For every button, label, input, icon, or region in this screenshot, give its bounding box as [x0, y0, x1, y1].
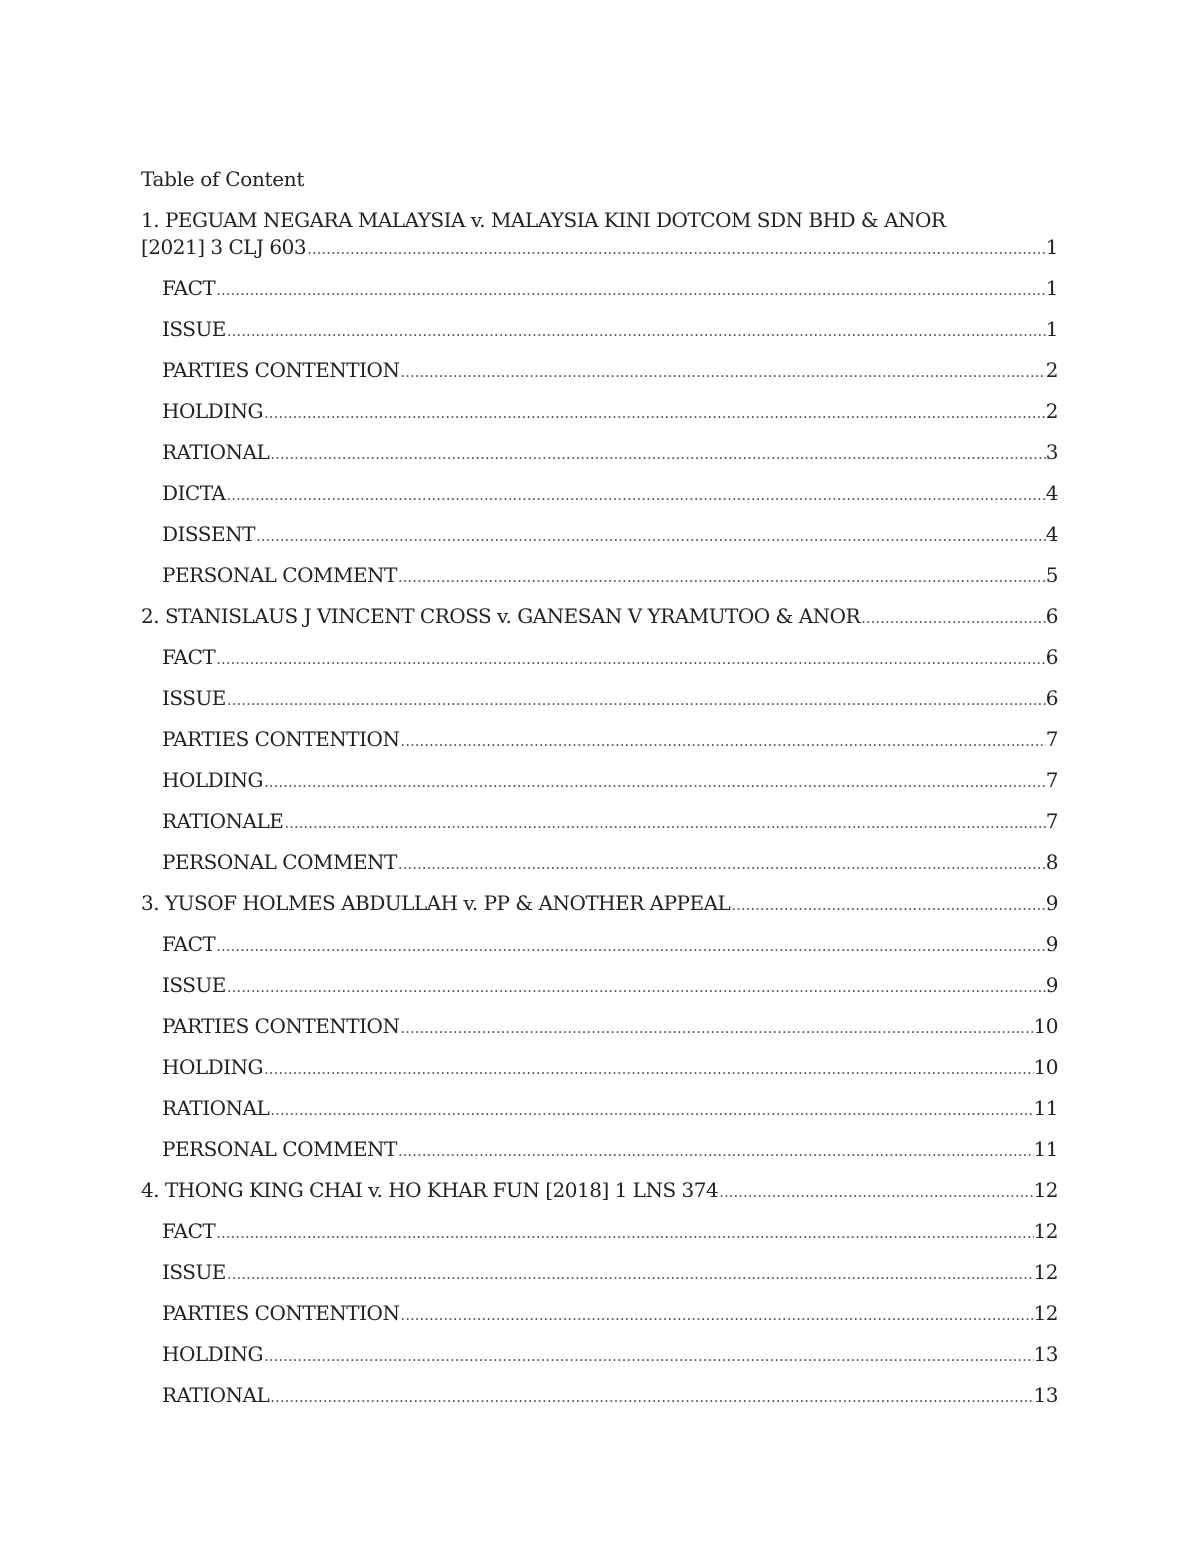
toc-entry-page-number: 2: [1045, 358, 1058, 382]
toc-entry-page-number: 10: [1033, 1055, 1058, 1079]
dot-leader: [225, 482, 1045, 509]
dot-leader: [263, 1343, 1034, 1370]
toc-entry-line: [162, 849, 1058, 876]
toc-entry-line: [162, 1300, 1058, 1327]
toc-entry-case[interactable]: [141, 603, 1058, 630]
toc-entry-line: [162, 398, 1058, 425]
toc-entry-label: FACT: [162, 932, 216, 956]
toc-entry-section[interactable]: [141, 1259, 1058, 1286]
toc-entry-label: ISSUE: [162, 317, 226, 341]
toc-entry-section[interactable]: [141, 1054, 1058, 1081]
dot-leader: [263, 769, 1046, 796]
toc-entry-line: [162, 275, 1058, 302]
dot-leader: [269, 1384, 1033, 1411]
toc-entry-page-number: 5: [1045, 563, 1058, 587]
toc-entry-section[interactable]: [141, 357, 1058, 384]
toc-entry-section[interactable]: [141, 1300, 1058, 1327]
toc-entry-line: [141, 1177, 1058, 1204]
toc-entry-heading: 1. PEGUAM NEGARA MALAYSIA v. MALAYSIA KINI DOTCOM SDN BHD & ANOR: [141, 208, 946, 232]
toc-entry-page-number: 1: [1045, 317, 1058, 341]
toc-list: [141, 207, 1058, 1409]
toc-entry-page-number: 7: [1045, 727, 1058, 751]
dot-leader: [226, 687, 1046, 714]
toc-entry-label: HOLDING: [162, 399, 264, 423]
dot-leader: [215, 933, 1046, 960]
toc-entry-label: PARTIES CONTENTION: [162, 1014, 400, 1038]
toc-title: Table of Content: [141, 167, 305, 191]
toc-entry-line: [162, 1013, 1058, 1040]
dot-leader: [397, 564, 1046, 591]
toc-entry-page-number: 9: [1045, 891, 1058, 915]
toc-entry-page-number: 11: [1033, 1096, 1058, 1120]
dot-leader: [397, 851, 1046, 878]
dot-leader: [226, 974, 1046, 1001]
toc-entry-page-number: 12: [1033, 1178, 1058, 1202]
toc-entry-label: PERSONAL COMMENT: [162, 1137, 397, 1161]
toc-entry-label: FACT: [162, 645, 216, 669]
toc-entry-page-number: 1: [1045, 276, 1058, 300]
toc-entry-label: PERSONAL COMMENT: [162, 563, 397, 587]
toc-entry-label: HOLDING: [162, 1342, 264, 1366]
toc-entry-label: ISSUE: [162, 1260, 226, 1284]
dot-leader: [255, 523, 1046, 550]
toc-entry-line: [162, 439, 1058, 466]
toc-entry-page-number: 4: [1045, 522, 1058, 546]
toc-entry-page-number: 12: [1033, 1301, 1058, 1325]
toc-entry-line: [162, 726, 1058, 753]
toc-entry-page-number: 13: [1033, 1342, 1058, 1366]
toc-entry-line: [141, 234, 1058, 261]
toc-entry-label: ISSUE: [162, 686, 226, 710]
toc-entry-page-number: 12: [1033, 1219, 1058, 1243]
toc-entry-section[interactable]: [141, 480, 1058, 507]
toc-entry-page-number: 3: [1045, 440, 1058, 464]
toc-entry-case[interactable]: [141, 890, 1058, 917]
toc-entry-label: PARTIES CONTENTION: [162, 727, 400, 751]
dot-leader: [226, 1261, 1034, 1288]
toc-entry-section[interactable]: [141, 521, 1058, 548]
toc-entry-label: FACT: [162, 1219, 216, 1243]
toc-entry-label: HOLDING: [162, 768, 264, 792]
toc-entry-page-number: 2: [1045, 399, 1058, 423]
dot-leader: [215, 1220, 1033, 1247]
toc-entry-label: 4. THONG KING CHAI v. HO KHAR FUN [2018] 1 LNS 374: [141, 1178, 719, 1202]
toc-entry-section[interactable]: [141, 767, 1058, 794]
toc-entry-line: [162, 644, 1058, 671]
toc-entry-page-number: 6: [1045, 686, 1058, 710]
toc-entry-line: [162, 1136, 1058, 1163]
toc-entry-label: RATIONAL: [162, 1383, 270, 1407]
dot-leader: [215, 277, 1046, 304]
toc-entry-section[interactable]: [141, 316, 1058, 343]
toc-entry-page-number: 7: [1045, 809, 1058, 833]
toc-entry-line: [162, 357, 1058, 384]
toc-entry-line: [162, 316, 1058, 343]
toc-entry-line: [162, 931, 1058, 958]
toc-entry-section[interactable]: [141, 1218, 1058, 1245]
dot-leader: [263, 1056, 1034, 1083]
toc-entry-label: ISSUE: [162, 973, 226, 997]
toc-entry-section[interactable]: [141, 1013, 1058, 1040]
toc-entry-label: FACT: [162, 276, 216, 300]
toc-entry-section[interactable]: [141, 1136, 1058, 1163]
toc-entry-section[interactable]: [141, 275, 1058, 302]
toc-entry-label: [2021] 3 CLJ 603: [141, 235, 307, 259]
toc-entry-section[interactable]: [141, 398, 1058, 425]
toc-entry-label: HOLDING: [162, 1055, 264, 1079]
toc-entry-page-number: 9: [1045, 973, 1058, 997]
dot-leader: [269, 1097, 1033, 1124]
dot-leader: [399, 1302, 1033, 1329]
dot-leader: [718, 1179, 1033, 1206]
toc-entry-line: [162, 972, 1058, 999]
toc-entry-line: [141, 603, 1058, 630]
toc-entry-section[interactable]: [141, 644, 1058, 671]
toc-entry-line: [162, 1382, 1058, 1409]
toc-entry-line: [162, 1095, 1058, 1122]
toc-entry-label: PERSONAL COMMENT: [162, 850, 397, 874]
document-page: [141, 166, 1058, 1423]
toc-entry-label: PARTIES CONTENTION: [162, 1301, 400, 1325]
toc-entry-page-number: 6: [1045, 604, 1058, 628]
toc-entry-label: DICTA: [162, 481, 226, 505]
toc-entry-line: [141, 890, 1058, 917]
toc-entry-section[interactable]: [141, 808, 1058, 835]
toc-entry-page-number: 10: [1033, 1014, 1058, 1038]
dot-leader: [730, 892, 1045, 919]
toc-entry-page-number: 12: [1033, 1260, 1058, 1284]
toc-entry-section[interactable]: [141, 685, 1058, 712]
toc-entry-section[interactable]: [141, 849, 1058, 876]
toc-entry-page-number: 4: [1045, 481, 1058, 505]
dot-leader: [860, 605, 1046, 632]
toc-entry-line: [162, 808, 1058, 835]
dot-leader: [269, 441, 1045, 468]
toc-entry-section[interactable]: [141, 726, 1058, 753]
toc-entry-page-number: 1: [1045, 235, 1058, 259]
dot-leader: [283, 810, 1045, 837]
toc-entry-line: [162, 562, 1058, 589]
toc-entry-page-number: 13: [1033, 1383, 1058, 1407]
toc-entry-label: PARTIES CONTENTION: [162, 358, 400, 382]
toc-entry-section[interactable]: [141, 439, 1058, 466]
toc-entry-page-number: 11: [1033, 1137, 1058, 1161]
toc-entry-case[interactable]: [141, 207, 1058, 261]
toc-entry-page-number: 9: [1045, 932, 1058, 956]
toc-entry-label: RATIONAL: [162, 440, 270, 464]
toc-entry-section[interactable]: [141, 1095, 1058, 1122]
toc-entry-label: 2. STANISLAUS J VINCENT CROSS v. GANESAN V YRAMUTOO & ANOR: [141, 604, 861, 628]
toc-entry-label: DISSENT: [162, 522, 255, 546]
dot-leader: [399, 1015, 1033, 1042]
toc-entry-section[interactable]: [141, 562, 1058, 589]
dot-leader: [397, 1138, 1034, 1165]
toc-entry-section[interactable]: [141, 972, 1058, 999]
toc-entry-section[interactable]: [141, 931, 1058, 958]
toc-entry-label: 3. YUSOF HOLMES ABDULLAH v. PP & ANOTHER APPEAL: [141, 891, 731, 915]
toc-entry-line: [162, 767, 1058, 794]
toc-entry-case[interactable]: [141, 1177, 1058, 1204]
toc-entry-line: [162, 685, 1058, 712]
toc-entry-label: RATIONALE: [162, 809, 284, 833]
toc-entry-section[interactable]: [141, 1341, 1058, 1368]
toc-entry-label: RATIONAL: [162, 1096, 270, 1120]
toc-entry-line: [162, 521, 1058, 548]
toc-entry-line: [162, 1259, 1058, 1286]
toc-entry-page-number: 6: [1045, 645, 1058, 669]
dot-leader: [226, 318, 1046, 345]
dot-leader: [263, 400, 1046, 427]
toc-entry-page-number: 8: [1045, 850, 1058, 874]
dot-leader: [306, 236, 1046, 263]
toc-entry-page-number: 7: [1045, 768, 1058, 792]
toc-entry-line: [162, 1341, 1058, 1368]
dot-leader: [399, 359, 1045, 386]
toc-entry-section[interactable]: [141, 1382, 1058, 1409]
toc-entry-line: [162, 1054, 1058, 1081]
toc-entry-line: [162, 480, 1058, 507]
dot-leader: [215, 646, 1046, 673]
dot-leader: [399, 728, 1045, 755]
toc-entry-line: [162, 1218, 1058, 1245]
